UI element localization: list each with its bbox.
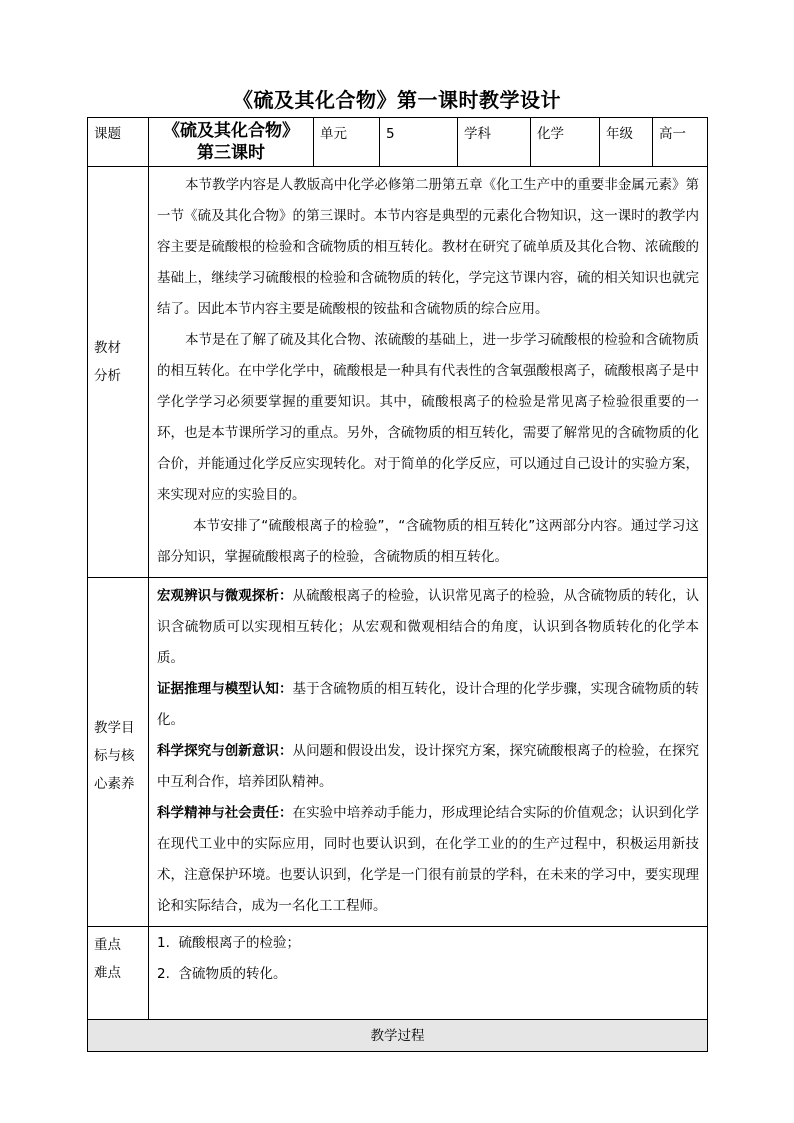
analysis-paragraph: 本节是在了解了硫及其化合物、浓硫酸的基础上，进一步学习硫酸根的检验和含硫物质的相互转化。在中学化学中，硫酸根是一种具有代表性的含氧强酸根离子，硫酸根离子是中学化学学习必须要掌握的重要知识。其中，硫酸根离子的检验是常见离子检验很重要的一环，也是本节课所学习的重点。另外，含硫物质的相互转化，需要了解常见的含硫物质的化合价，并能通过化学反应实现转化。对于简单的化学反应，可以通过自己设计的实验方案，来实现对应的实验目的。 (157, 332, 699, 503)
keypoints-label: 重点 难点 (88, 927, 149, 1020)
keypoints-row (88, 927, 708, 1020)
analysis-paragraph: 本节安排了“硫酸根离子的检验”，“含硫物质的相互转化”这两部分内容。通过学习这部分知识，掌握硫酸根离子的检验，含硫物质的相互转化。 (157, 518, 699, 565)
lesson-plan-table (87, 117, 708, 1052)
unit-label: 单元 (314, 118, 380, 167)
topic-label: 课题 (88, 118, 149, 167)
analysis-row (88, 167, 708, 578)
keypoint-item: 1. 硫酸根离子的检验； (157, 935, 300, 951)
process-row (88, 1020, 708, 1052)
subject-value: 化学 (531, 118, 600, 167)
keypoints-content (149, 927, 708, 1020)
goals-label: 教学目 标与核 心素养 (88, 578, 149, 927)
topic-line-1: 《硫及其化合物》 (163, 121, 299, 141)
analysis-label: 教材 分析 (88, 167, 149, 578)
document-title: 《硫及其化合物》第一课时教学设计 (233, 88, 561, 112)
grade-label: 年级 (600, 118, 653, 167)
keypoint-item: 2. 含硫物质的转化。 (157, 966, 287, 982)
unit-value: 5 (380, 118, 458, 167)
goals-row (88, 578, 708, 927)
goals-content (149, 578, 708, 927)
process-header: 教学过程 (88, 1020, 708, 1052)
topic-line-2: 第三课时 (197, 143, 265, 163)
goal-item: 宏观辨识与微观探析：从硫酸根离子的检验，认识常见离子的检验，从含硫物质的转化，认识含硫物质可以实现相互转化；从宏观和微观相结合的角度，认识到各物质转化的化学本质。 (157, 588, 700, 666)
analysis-paragraph: 本节教学内容是人教版高中化学必修第二册第五章《化工生产中的重要非金属元素》第一节《硫及其化合物》的第三课时。本节内容是典型的元素化合物知识，这一课时的教学内容主要是硫酸根的检验和含硫物质的相互转化。教材在研究了硫单质及其化合物、浓硫酸的基础上，继续学习硫酸根的检验和含硫物质的转化，学完这节课内容，硫的相关知识也就完结了。因此本节内容主要是硫酸根的铵盐和含硫物质的综合应用。 (157, 177, 699, 317)
grade-value: 高一 (653, 118, 708, 167)
analysis-content (149, 167, 708, 578)
goal-item: 证据推理与模型认知：基于含硫物质的相互转化，设计合理的化学步骤，实现含硫物质的转化。 (157, 681, 700, 728)
header-row (88, 118, 708, 167)
goal-item: 科学探究与创新意识：从问题和假设出发，设计探究方案，探究硫酸根离子的检验，在探究中互利合作，培养团队精神。 (157, 743, 700, 790)
topic-value (149, 118, 314, 167)
subject-label: 学科 (458, 118, 531, 167)
goal-item: 科学精神与社会责任：在实验中培养动手能力，形成理论结合实际的价值观念；认识到化学在现代工业中的实际应用，同时也要认识到，在化学工业的的生产过程中，积极运用新技术，注意保护环境。也要认识到，化学是一门很有前景的学科，在未来的学习中，要实现理论和实际结合，成为一名化工工程师。 (157, 805, 700, 914)
